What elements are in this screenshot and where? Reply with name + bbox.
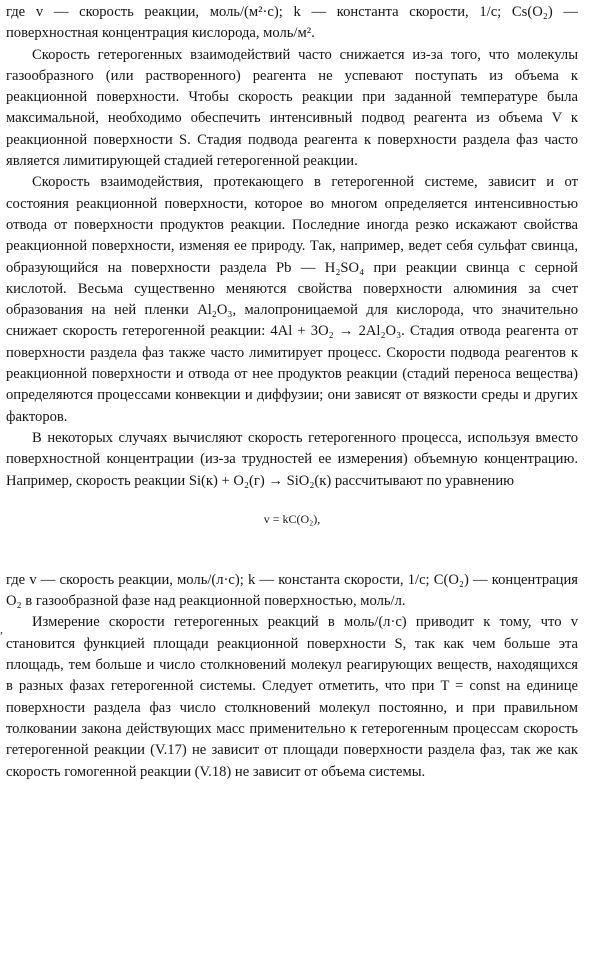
paragraph-variables-volume: где v — скорость реакции, моль/(л·с); k — константа скорости, 1/c; C(O₂) — концентрация O₂ в газообразной фазе над реакционной поверхностью, моль/л.	[6, 571, 578, 610]
rate-equation: v = kC(O₂),	[263, 511, 321, 526]
spacer	[6, 538, 578, 570]
paragraph-surface-area: Измерение скорости гетерогенных реакций в моль/(л·с) приводит к тому, что v становится функцией площади реакционной поверхности S, так как чем больше эта площадь, тем больше и число столкновений молекул реагирующих веществ, находящихся в разных фазах гетерогенной системы. Следует отметить, что при T = const на единице поверхности раздела фаз число столкновений молекул постоянно, и при правильном толковании закона действующих масс применительно к гетерогенным процессам скорость гетерогенной реакции (V.17) не зависит от площади поверхности раздела фаз, так же как скорость гомогенной реакции (V.18) не зависит от объема системы.	[6, 614, 578, 780]
paragraph-variables-surface: где v — скорость реакции, моль/(м²·с); k — константа скорости, 1/c; Cs(O₂) — поверхностная концентрация кислорода, моль/м².	[6, 4, 578, 42]
margin-mark: ,	[0, 622, 3, 636]
paragraph-volume-concentration: В некоторых случаях вычисляют скорость гетерогенного процесса, используя вместо поверхностной концентрации (из-за трудностей ее измерения) объемную концентрацию. Например, скорость реакции Si(к) + O₂(г) → SiO₂(к) рассчитывают по уравнению	[6, 429, 578, 489]
paragraph-reagent-supply: Скорость гетерогенных взаимодействий часто снижается из-за того, что молекулы газообразного (или растворенного) реагента не успевают поступать из объема к реакционной поверхности. Чтобы скорость реакции при заданной температуре была максимальной, необходимо обеспечить интенсивный подвод реагента из объема V к реакционной поверхности S. Стадия подвода реагента к поверхности раздела фаз часто является лимитирующей стадией гетерогенной реакции.	[6, 46, 578, 170]
paragraph-product-removal: Скорость взаимодействия, протекающего в гетерогенной системе, зависит и от состояния реакционной поверхности, которое во многом определяется интенсивностью отвода от поверхности продуктов реакции. Последние иногда резко искажают свойства реакционной поверхности, изменяя ее природу. Так, например, ведет себя сульфат свинца, образующийся на поверхности раздела Pb — H₂SO₄ при реакции свинца с серной кислотой. Весьма существенно меняются свойства поверхности алюминия за счет образования на ней пленки Al₂O₃, малопроницаемой для кислорода, что значительно снижает скорость гетерогенной реакции: 4Al + 3O₂ → 2Al₂O₃. Стадия отвода реагента от поверхности раздела фаз также часто лимитирует процесс. Скорости подвода реагентов к реакционной поверхности и отвода от нее продуктов реакции (стадий переноса вещества) определяются процессами конвекции и диффузии; они зависят от вязкости среды и других факторов.	[6, 174, 578, 425]
